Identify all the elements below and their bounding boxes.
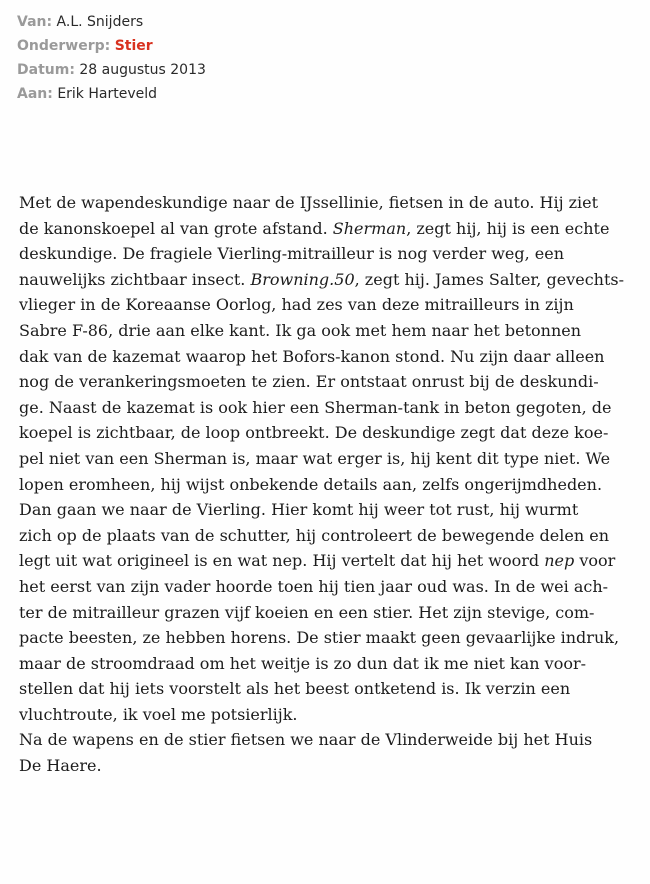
body-line — [19, 625, 619, 651]
body-text-segment: , zegt hij. James Salter, gevechts- — [354, 269, 625, 289]
body-line — [19, 472, 619, 498]
body-text-segment: nog de verankeringsmoeten te zien. Er ontstaat onrust bij de deskundi- — [19, 372, 599, 392]
body-line — [19, 574, 619, 600]
body-line — [19, 190, 619, 216]
body-line — [19, 523, 619, 549]
header-subject-row — [17, 34, 206, 58]
body-text-segment: Sabre F-86, drie aan elke kant. Ik ga ook met hem naar het betonnen — [19, 320, 582, 340]
body-line — [19, 651, 619, 677]
body-text-segment: lopen eromheen, hij wijst onbekende details aan, zelfs ongerijmdheden. — [19, 474, 603, 494]
body-text-segment: vluchtroute, ik voel me potsierlijk. — [19, 704, 298, 724]
letter-body — [19, 190, 625, 779]
body-line — [19, 395, 619, 421]
body-text-segment: maar de stroomdraad om het weitje is zo dun dat ik me niet kan voor- — [19, 653, 587, 673]
body-text-segment: pel niet van een Sherman is, maar wat erger is, hij kent dit type niet. We — [19, 448, 611, 468]
to-value: Erik Harteveld — [57, 86, 158, 102]
body-line — [19, 369, 619, 395]
body-text-segment: koepel is zichtbaar, de loop ontbreekt. De deskundige zegt dat deze koe- — [19, 423, 609, 443]
body-text-segment: De Haere. — [19, 756, 102, 776]
body-line — [19, 702, 619, 728]
body-text-italic: Sherman — [332, 218, 407, 238]
body-text-segment: zich op de plaats van de schutter, hij controleert de bewegende delen en — [19, 525, 609, 545]
header-date-row — [17, 58, 206, 82]
date-label: Datum: — [17, 62, 75, 78]
body-text-italic: nep — [544, 551, 575, 571]
body-line — [19, 548, 619, 574]
body-line — [19, 676, 619, 702]
to-label: Aan: — [17, 86, 53, 102]
from-label: Van: — [17, 14, 53, 30]
body-text-segment: Dan gaan we naar de Vierling. Hier komt hij weer tot rust, hij wurmt — [19, 500, 579, 520]
header-to-row — [17, 82, 206, 106]
date-value: 28 augustus 2013 — [79, 62, 206, 78]
email-header — [17, 10, 206, 106]
header-from-row — [17, 10, 206, 34]
body-line — [19, 753, 619, 779]
body-line — [19, 446, 619, 472]
body-line — [19, 216, 619, 242]
body-text-segment: ge. Naast de kazemat is ook hier een Sherman-tank in beton gegoten, de — [19, 397, 612, 417]
body-text-segment: vlieger in de Koreaanse Oorlog, had zes van deze mitrailleurs in zijn — [19, 295, 574, 315]
body-line — [19, 420, 619, 446]
body-text-segment: nauwelijks zichtbaar insect. — [19, 269, 251, 289]
body-text-italic: Browning.50 — [250, 269, 355, 289]
body-line — [19, 727, 619, 753]
body-line — [19, 497, 619, 523]
body-text-segment: dak van de kazemat waarop het Bofors-kanon stond. Nu zijn daar alleen — [19, 346, 605, 366]
body-text-segment: deskundige. De fragiele Vierling-mitrailleur is nog verder weg, een — [19, 244, 565, 264]
body-text-segment: het eerst van zijn vader hoorde toen hij tien jaar oud was. In de wei ach- — [19, 576, 609, 596]
body-line — [19, 241, 619, 267]
body-text-segment: Met de wapendeskundige naar de IJssellinie, fietsen in de auto. Hij ziet — [19, 193, 599, 212]
body-text-segment: legt uit wat origineel is en wat nep. Hij vertelt dat hij het woord — [19, 551, 545, 571]
body-line — [19, 267, 625, 293]
body-line — [19, 318, 619, 344]
body-text-segment: pacte beesten, ze hebben horens. De stier maakt geen gevaarlijke indruk, — [19, 628, 620, 648]
body-text-segment: de kanonskoepel al van grote afstand. — [19, 218, 333, 238]
body-line — [19, 600, 619, 626]
subject-value: Stier — [114, 38, 153, 54]
body-line — [19, 344, 619, 370]
from-value: A.L. Snijders — [56, 14, 144, 30]
body-text-segment: stellen dat hij iets voorstelt als het beest ontketend is. Ik verzin een — [19, 679, 571, 699]
body-text-segment: voor — [574, 551, 616, 571]
body-text-segment: ter de mitrailleur grazen vijf koeien en een stier. Het zijn stevige, com- — [19, 602, 595, 622]
body-line — [19, 292, 619, 318]
body-text-segment: , zegt hij, hij is een echte — [406, 218, 610, 238]
body-text-segment: Na de wapens en de stier fietsen we naar de Vlinderweide bij het Huis — [19, 730, 593, 750]
subject-label: Onderwerp: — [17, 38, 111, 54]
